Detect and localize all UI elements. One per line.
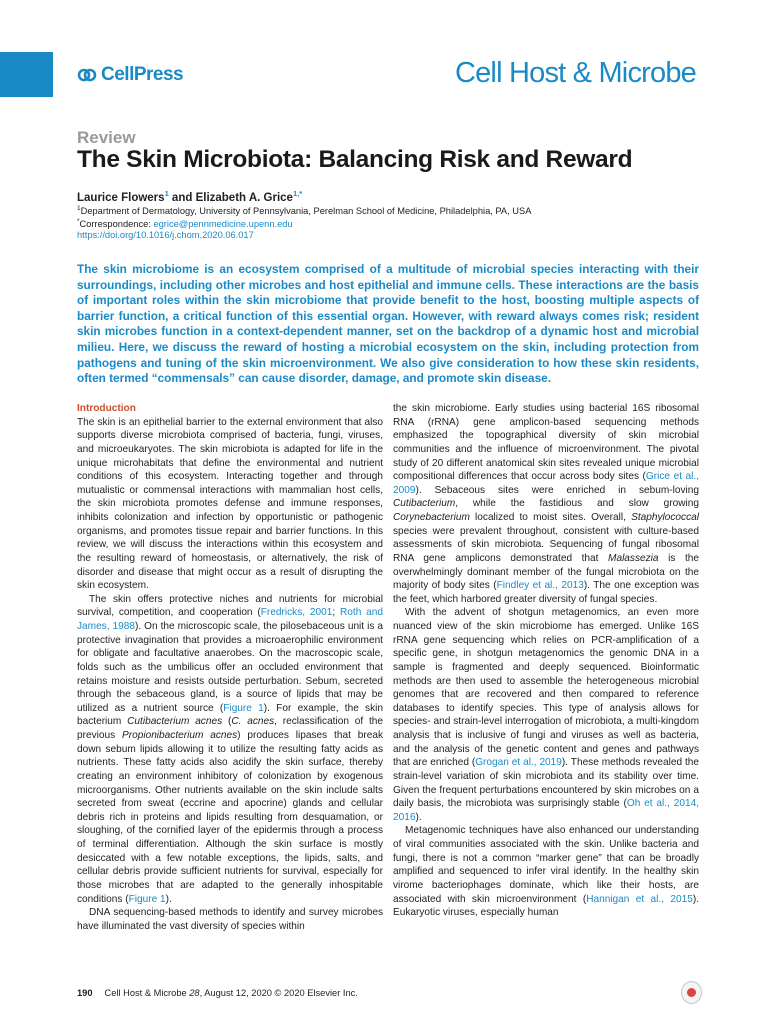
body-paragraph: With the advent of shotgun metagenomics, an even more nuanced view of the skin microbiome has emerged. Unlike 16S rRNA gene sequencing which relies on PCR-amplification of a specific gene, in shotgun metagenomics the genomic DNA in a sample is fragmented and deeply sequenced. Bioinformatic methods are then used to assemble the heterogeneous microbial genomes that are recovered and then compared to reference databases to identify species. This type of analysis allows for species- and strain-level interrogation of microbiota, a multi-kingdom analysis that is inclusive of fungi and viruses as well as bacteria, and the analysis of the genetic content and genes and pathways that are enriched (Grogan et al., 2019). These methods revealed the strain-level variation of skin microbiota and its stability over time. Given the frequent perturbations encountered by skin microbes on a daily basis, the microbiota was surprisingly stable (Oh et al., 2014, 2016). [393,607,699,823]
citation-link[interactable]: Grice et al., 2009 [393,471,699,496]
author-affiliation-ref[interactable]: 1 [164,189,169,198]
author-list [77,189,302,204]
header-color-block [0,52,53,97]
body-paragraph: Metagenomic techniques have also enhanced our understanding of viral communities associated with the skin. Unlike bacteria and fungi, there is not a common “marker gene” that can be broadly amplified and sequenced to infer viral identify. In the healthy skin virome bacteriophages dominate, which like their hosts, are associated with skin microenvironment (Hannigan et al., 2015). Eukaryotic viruses, especially human [393,825,699,919]
article-title: The Skin Microbiota: Balancing Risk and Reward [77,146,633,173]
left-column [77,402,383,933]
citation-link[interactable]: Grogan et al., 2019 [475,757,562,769]
section-heading: Introduction [77,403,136,414]
correspondence-label: Correspondence: [79,219,154,230]
correspondence [77,218,293,229]
affiliation-text: Department of Dermatology, University of Pennsylvania, Perelman School of Medicine, Philadelphia, PA, USA [80,206,532,217]
abstract: The skin microbiome is an ecosystem comprised of a multitude of microbial species interacting with their surroundings, including other microbes and host epithelial and immune cells. These interactions are the basis of important roles within the skin microbiome that provide benefit to the host, boosting multiple aspects of barrier function, a critical function of this essential organ. However, with reward always comes risk; resident skin microbes function in a context-dependent manner, set on the backdrop of a dynamic host and microbial milieu. Here, we discuss the reward of hosting a microbial ecosystem on the skin, including protection from pathogens and tuning of the skin microenvironment. We also give consideration to how these skin residents, often termed “commensals” can cause disorder, damage, and promote skin disease. [77,262,699,386]
body-paragraph: the skin microbiome. Early studies using bacterial 16S ribosomal RNA (rRNA) gene amplicon-based sequencing methods emphasized the topographical diversity of skin microbial communities and the influence of microenvironment. The pivotal study of 20 different anatomical skin sites revealed unique microbial compositional differences that occur across body sites (Grice et al., 2009). Sebaceous sites were enriched in sebum-loving Cutibacterium, while the fastidious and slow growing Corynebacterium localized to moist sites. Overall, Staphylococcal species were prevalent throughout, consistent with culture-based assessments of skin microbiota. Sequencing of fungal ribosomal RNA gene amplicons demonstrated that Malassezia is the overwhelmingly dominant member of the fungal microbiota on the majority of body sites (Findley et al., 2013). The one exception was the feet, which harbored greater diversity of fungal species. [393,403,699,605]
doi-link[interactable]: https://doi.org/10.1016/j.chom.2020.06.017 [77,230,254,240]
correspondence-marker: * [77,218,80,225]
right-column [393,402,699,933]
footer-volume: 28 [189,988,200,998]
check-for-updates-icon[interactable] [681,981,702,1004]
body-paragraph: DNA sequencing-based methods to identify and survey microbes have illuminated the vast diversity of species within [77,907,383,932]
cellpress-logo-icon [77,65,97,85]
citation-link[interactable]: Fredricks, 2001 [260,607,333,619]
page-number: 190 [77,988,93,998]
publisher-logo[interactable] [77,64,183,86]
figure-link[interactable]: Figure 1 [128,893,166,905]
author-name: Elizabeth A. Grice [195,191,293,204]
publisher-name: CellPress [101,64,184,85]
citation-link[interactable]: Findley et al., 2013 [496,580,584,592]
affiliation [77,205,531,216]
journal-title: Cell Host & Microbe [454,57,696,89]
figure-link[interactable]: Figure 1 [223,702,264,714]
footer-journal: Cell Host & Microbe [104,988,190,998]
body-paragraph: The skin offers protective niches and nutrients for microbial survival, competition, and cooperation (Fredricks, 2001; Roth and James, 1988). On the microscopic scale, the pilosebaceous unit is a protective invagination that provides a microaerophilic environment for obligate and facultative anaerobes. On the macroscopic scale, folds such as the umbilicus offer an occluded environment that retains moisture and resists outside perturbation. Sebum, secreted through the sebaceous gland, is a source of lipids that may be utilized as a nutrient source (Figure 1). For example, the skin bacterium Cutibacterium acnes (C. acnes, reclassification of the previous Propionibacterium acnes) produces lipases that break down sebum lipids allowing it to utilize the resulting fatty acids as nutrients. These fatty acids also acidify the skin surface, thereby creating an environment inhibitory of colonization by exogenous microorganisms. Other nutrients available on the skin include salts secreted from sweat (eccrine and apocrine) glands and cellular debris rich in proteins and lipids resulting from desquamation, or sloughing, of the cornified layer of the epidermis through a process of terminal differentiation. Although the skin surface is mostly desiccated with a few notable exceptions, the lipids, salts, and cellular debris provide sufficient nutrients for survival, especially for those microbes that are adapted to the generally inhospitable conditions (Figure 1). [77,593,384,905]
body-columns [77,402,699,933]
footer-date-copyright: , August 12, 2020 © 2020 Elsevier Inc. [199,988,358,998]
author-affiliation-ref[interactable]: 1,* [292,189,303,198]
body-paragraph: The skin is an epithelial barrier to the external environment that also supports diverse microbiota comprised of bacteria, fungi, viruses, and microeukaryotes. The skin microbiota is adapted for life in the unique microhabitats that define the environmental and nutrient conditions of this ecosystem. Interacting together and through mutualistic or commensal interactions with mammalian host cells, the skin microbiota promotes defense and immune responses, inhibits colonization and infection by opportunistic or pathogenic organisms, and promotes tissue repair and barrier functions. In this review, we will discuss the interactions within this ecosystem and the resulting reward of homeostasis, or alternatively, the risk of disorder and disease that might occur as a result of disrupting the skin ecosystem. [77,416,383,592]
article-type: Review [77,128,136,147]
author-connector: and [168,191,196,204]
badge-dot-icon [687,988,696,997]
citation-link[interactable]: Roth and James, 1988 [77,607,384,632]
citation-link[interactable]: Hannigan et al., 2015 [586,893,693,905]
citation-link[interactable]: Oh et al., 2014, 2016 [393,798,699,823]
affiliation-marker: 1 [77,205,81,212]
page-footer [77,988,358,998]
correspondence-email-link[interactable]: egrice@pennmedicine.upenn.edu [153,219,293,230]
author-name: Laurice Flowers [77,191,165,204]
